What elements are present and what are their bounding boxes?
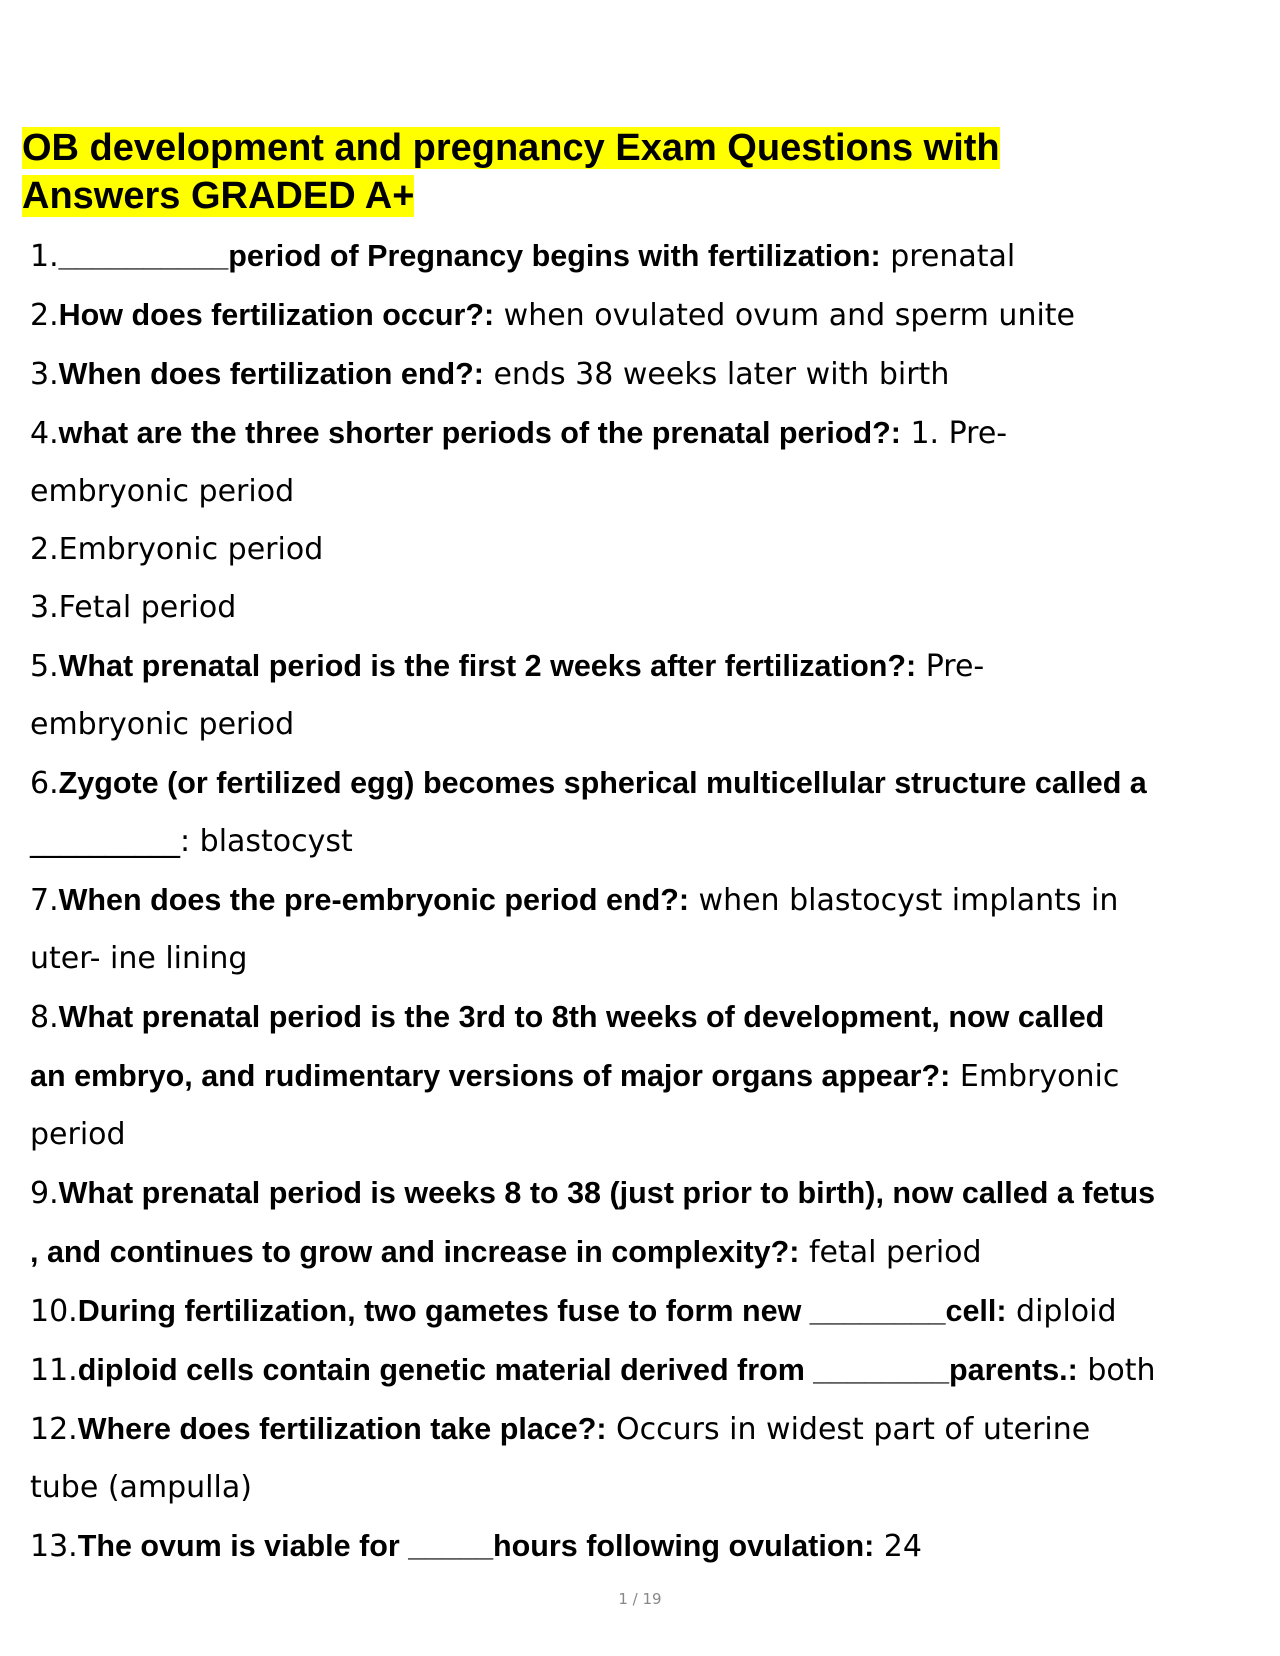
- item-number: 5.: [30, 649, 59, 684]
- item-number: 7.: [30, 883, 59, 918]
- item-number: 4.: [30, 416, 59, 451]
- item-question: When does the pre-embryonic period end?:: [58, 883, 690, 917]
- list-item-continuation: [30, 696, 1260, 754]
- item-question: Where does fertilization take place?:: [77, 1412, 607, 1446]
- list-item-continuation: [30, 813, 1260, 871]
- item-number: 2.: [30, 532, 59, 567]
- item-number: 6.: [30, 766, 59, 801]
- item-answer: tube (ampulla): [30, 1470, 252, 1505]
- item-answer: embryonic period: [30, 474, 295, 509]
- item-answer: Embryonic: [950, 1059, 1120, 1094]
- item-answer: period: [30, 1117, 126, 1152]
- item-answer: Fetal period: [58, 590, 237, 625]
- item-answer: uter- ine lining: [30, 941, 248, 976]
- item-answer: prenatal: [880, 239, 1016, 274]
- item-answer: Occurs in widest part of uterine: [606, 1412, 1091, 1447]
- list-item: [30, 1341, 1260, 1400]
- list-item: [30, 286, 1260, 345]
- document-title: [22, 124, 1162, 220]
- list-item-continuation: [30, 1106, 1260, 1164]
- item-answer: when ovulated ovum and sperm unite: [494, 298, 1076, 333]
- list-item: [30, 579, 1260, 637]
- list-item-continuation: [30, 1459, 1260, 1517]
- item-answer: blastocyst: [190, 824, 353, 859]
- list-item: [30, 988, 1260, 1047]
- item-answer: Pre-: [916, 649, 985, 684]
- item-number: 11.: [30, 1353, 78, 1388]
- item-question: __________period of Pregnancy begins with fertilization:: [58, 239, 881, 273]
- item-answer: when blastocyst implants in: [689, 883, 1119, 918]
- item-question: How does fertilization occur?:: [58, 298, 495, 332]
- item-number: 3.: [30, 357, 59, 392]
- list-item: [30, 521, 1260, 579]
- item-question: What prenatal period is the first 2 weeks after fertilization?:: [58, 649, 917, 683]
- item-question: , and continues to grow and increase in complexity?:: [30, 1235, 800, 1269]
- item-question: What prenatal period is the 3rd to 8th weeks of development, now called: [58, 1000, 1105, 1034]
- item-question: __________:: [30, 824, 191, 859]
- item-number: 12.: [30, 1412, 78, 1447]
- list-item: [30, 1400, 1260, 1459]
- item-number: 2.: [30, 298, 59, 333]
- list-item-continuation: [30, 1223, 1260, 1282]
- item-number: 9.: [30, 1176, 59, 1211]
- list-item: [30, 227, 1260, 286]
- list-item: [30, 404, 1260, 463]
- list-item: [30, 754, 1260, 813]
- item-answer: fetal period: [799, 1235, 982, 1270]
- item-question: diploid cells contain genetic material derived from ________parents.:: [77, 1353, 1078, 1387]
- page-indicator: 1 / 19: [618, 1590, 662, 1608]
- list-item-continuation: [30, 930, 1260, 988]
- title-highlight: OB development and pregnancy Exam Questions with Answers GRADED A+: [22, 127, 1000, 217]
- list-item: [30, 1517, 1260, 1576]
- list-item-continuation: [30, 1047, 1260, 1106]
- item-number: 8.: [30, 1000, 59, 1035]
- list-item: [30, 1282, 1260, 1341]
- item-question: What prenatal period is weeks 8 to 38 (just prior to birth), now called a fetus: [58, 1176, 1156, 1210]
- item-question: Zygote (or fertilized egg) becomes spherical multicellular structure called a: [58, 766, 1147, 800]
- item-number: 1.: [30, 239, 59, 274]
- item-question: The ovum is viable for _____hours following ovulation:: [77, 1529, 875, 1563]
- item-answer: 1. Pre-: [900, 416, 1008, 451]
- question-list: [30, 227, 1260, 1576]
- list-item: [30, 637, 1260, 696]
- list-item: [30, 1164, 1260, 1223]
- item-question: When does fertilization end?:: [58, 357, 484, 391]
- list-item: [30, 871, 1260, 930]
- list-item: [30, 345, 1260, 404]
- item-question: During fertilization, two gametes fuse to form new ________cell:: [77, 1294, 1007, 1328]
- item-question: what are the three shorter periods of the prenatal period?:: [58, 416, 901, 450]
- list-item-continuation: [30, 463, 1260, 521]
- item-answer: Embryonic period: [58, 532, 324, 567]
- item-number: 13.: [30, 1529, 78, 1564]
- item-answer: diploid: [1006, 1294, 1117, 1329]
- item-answer: 24: [874, 1529, 922, 1564]
- item-number: 3.: [30, 590, 59, 625]
- item-answer: embryonic period: [30, 707, 295, 742]
- item-question: an embryo, and rudimentary versions of major organs appear?:: [30, 1059, 951, 1093]
- item-answer: both: [1077, 1353, 1156, 1388]
- item-answer: ends 38 weeks later with birth: [483, 357, 950, 392]
- item-number: 10.: [30, 1294, 78, 1329]
